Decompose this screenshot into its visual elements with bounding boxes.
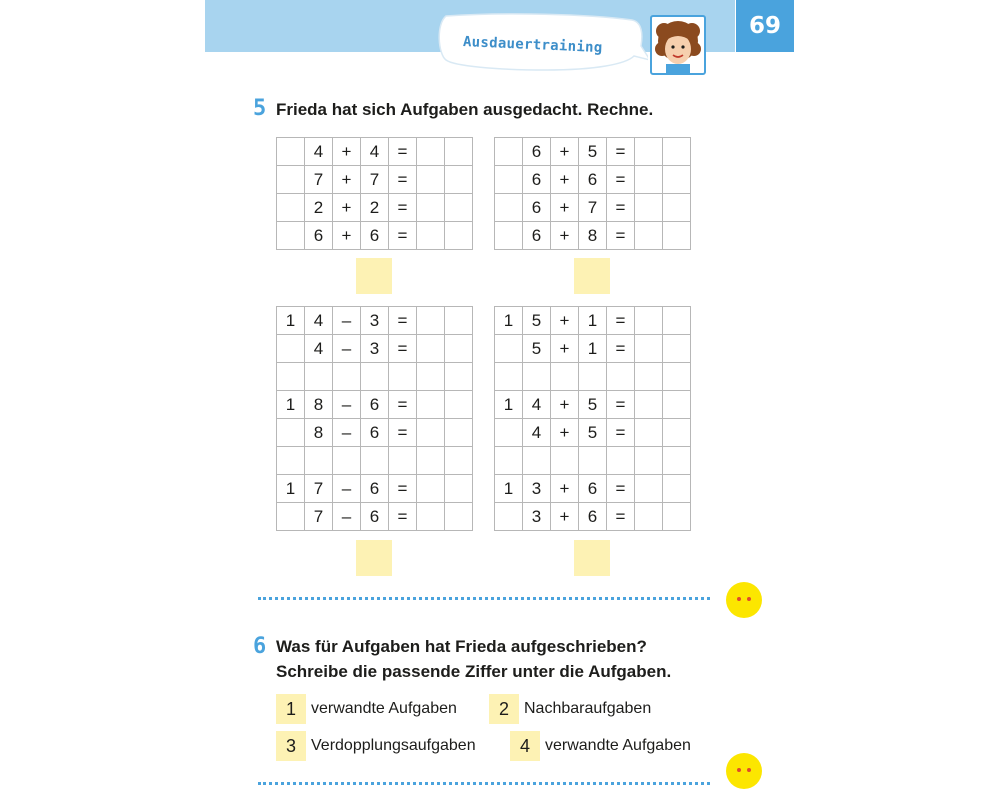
- grid-cell: +: [551, 307, 579, 335]
- grid-cell: 5: [523, 307, 551, 335]
- grid-cell: [607, 447, 635, 475]
- grid-row: [277, 363, 473, 391]
- grid-cell: =: [607, 335, 635, 363]
- grid-cell: 5: [523, 335, 551, 363]
- grid-cell: =: [607, 307, 635, 335]
- answer-cell[interactable]: [445, 166, 473, 194]
- task-6-instruction-line1: Was für Aufgaben hat Frieda aufgeschrieben?: [276, 637, 647, 656]
- answer-cell[interactable]: [445, 503, 473, 531]
- grid-cell: [277, 363, 305, 391]
- grid-cell: 5: [579, 138, 607, 166]
- grid-cell: [361, 363, 389, 391]
- answer-cell[interactable]: [635, 391, 663, 419]
- grid-cell: [277, 419, 305, 447]
- grid-cell: 6: [523, 166, 551, 194]
- grid-cell: 6: [361, 475, 389, 503]
- answer-box[interactable]: [356, 258, 392, 294]
- answer-cell[interactable]: [635, 166, 663, 194]
- grid-cell: [579, 363, 607, 391]
- option-number: 3: [276, 731, 306, 761]
- grid-cell: 6: [305, 222, 333, 250]
- girl-face-icon: [652, 17, 704, 73]
- task-6-number: 6: [253, 634, 267, 659]
- grid-row: [277, 447, 473, 475]
- grid-cell: [523, 363, 551, 391]
- grid-cell: 1: [579, 335, 607, 363]
- grid-cell: +: [551, 194, 579, 222]
- grid-row: [495, 391, 691, 419]
- grid-row: [277, 335, 473, 363]
- grid-cell: +: [551, 166, 579, 194]
- calc-grid-top-right: [494, 137, 691, 250]
- grid-cell: =: [389, 138, 417, 166]
- grid-cell: 3: [361, 335, 389, 363]
- grid-cell: –: [333, 335, 361, 363]
- answer-cell[interactable]: [445, 194, 473, 222]
- grid-cell: =: [389, 335, 417, 363]
- grid-cell: 7: [361, 166, 389, 194]
- grid-row: [495, 194, 691, 222]
- grid-cell: –: [333, 391, 361, 419]
- grid-cell: [495, 166, 523, 194]
- grid-cell: =: [389, 503, 417, 531]
- grid-cell: =: [389, 166, 417, 194]
- answer-cell[interactable]: [445, 363, 473, 391]
- answer-cell[interactable]: [417, 391, 445, 419]
- grid-cell: =: [389, 475, 417, 503]
- frieda-portrait: [650, 15, 706, 75]
- grid-row: [277, 194, 473, 222]
- option-label: verwandte Aufgaben: [311, 700, 457, 717]
- grid-cell: [579, 447, 607, 475]
- grid-cell: [389, 363, 417, 391]
- grid-cell: 3: [361, 307, 389, 335]
- grid-cell: [333, 363, 361, 391]
- grid-row: [495, 419, 691, 447]
- grid-cell: 3: [523, 503, 551, 531]
- answer-cell[interactable]: [635, 194, 663, 222]
- grid-cell: 8: [579, 222, 607, 250]
- answer-cell[interactable]: [663, 194, 691, 222]
- grid-cell: [495, 222, 523, 250]
- dotted-divider: [258, 597, 710, 600]
- grid-row: [495, 363, 691, 391]
- grid-row: [277, 307, 473, 335]
- grid-cell: [277, 194, 305, 222]
- grid-cell: –: [333, 503, 361, 531]
- grid-cell: [361, 447, 389, 475]
- grid-cell: 6: [523, 138, 551, 166]
- grid-cell: +: [333, 222, 361, 250]
- option-number: 4: [510, 731, 540, 761]
- answer-cell[interactable]: [417, 307, 445, 335]
- answer-cell[interactable]: [635, 363, 663, 391]
- grid-cell: =: [389, 419, 417, 447]
- grid-cell: [277, 222, 305, 250]
- grid-row: [495, 447, 691, 475]
- smiley-icon[interactable]: [726, 582, 762, 618]
- grid-cell: [277, 503, 305, 531]
- grid-cell: =: [607, 166, 635, 194]
- grid-row: [277, 138, 473, 166]
- smiley-icon[interactable]: [726, 753, 762, 789]
- answer-cell[interactable]: [445, 419, 473, 447]
- answer-cell[interactable]: [663, 391, 691, 419]
- grid-cell: +: [551, 419, 579, 447]
- grid-cell: 6: [361, 391, 389, 419]
- option-number: 2: [489, 694, 519, 724]
- grid-cell: 1: [495, 307, 523, 335]
- grid-cell: =: [607, 194, 635, 222]
- grid-cell: [551, 447, 579, 475]
- answer-cell[interactable]: [417, 419, 445, 447]
- grid-cell: 1: [579, 307, 607, 335]
- grid-cell: +: [333, 194, 361, 222]
- grid-cell: [495, 138, 523, 166]
- grid-cell: [495, 419, 523, 447]
- answer-cell[interactable]: [663, 503, 691, 531]
- answer-cell[interactable]: [417, 363, 445, 391]
- answer-cell[interactable]: [635, 335, 663, 363]
- answer-cell[interactable]: [417, 194, 445, 222]
- answer-cell[interactable]: [417, 447, 445, 475]
- answer-cell[interactable]: [445, 138, 473, 166]
- grid-cell: 4: [305, 307, 333, 335]
- grid-cell: 2: [305, 194, 333, 222]
- grid-cell: 3: [523, 475, 551, 503]
- answer-cell[interactable]: [445, 475, 473, 503]
- grid-cell: 1: [277, 391, 305, 419]
- answer-cell[interactable]: [417, 222, 445, 250]
- grid-cell: [551, 363, 579, 391]
- grid-row: [495, 222, 691, 250]
- answer-cell[interactable]: [663, 222, 691, 250]
- grid-row: [277, 222, 473, 250]
- task-5-instruction: Frieda hat sich Aufgaben ausgedacht. Rechne.: [276, 100, 654, 119]
- answer-cell[interactable]: [663, 419, 691, 447]
- answer-cell[interactable]: [445, 391, 473, 419]
- grid-cell: [389, 447, 417, 475]
- grid-cell: =: [607, 503, 635, 531]
- grid-cell: [277, 335, 305, 363]
- grid-cell: 4: [523, 419, 551, 447]
- grid-cell: =: [607, 222, 635, 250]
- option-label: verwandte Aufgaben: [545, 737, 691, 754]
- answer-cell[interactable]: [663, 335, 691, 363]
- answer-cell[interactable]: [663, 447, 691, 475]
- grid-cell: 5: [579, 391, 607, 419]
- grid-row: [495, 166, 691, 194]
- grid-cell: [333, 447, 361, 475]
- calc-grid-bottom-right: [494, 306, 691, 531]
- grid-cell: =: [607, 391, 635, 419]
- grid-cell: 7: [305, 166, 333, 194]
- grid-row: [495, 335, 691, 363]
- grid-cell: 1: [495, 391, 523, 419]
- answer-box[interactable]: [356, 540, 392, 576]
- grid-row: [277, 166, 473, 194]
- option-number: 1: [276, 694, 306, 724]
- grid-row: [277, 475, 473, 503]
- grid-cell: [523, 447, 551, 475]
- grid-cell: 1: [277, 475, 305, 503]
- grid-cell: [277, 166, 305, 194]
- answer-cell[interactable]: [663, 475, 691, 503]
- answer-cell[interactable]: [663, 138, 691, 166]
- grid-cell: 5: [579, 419, 607, 447]
- grid-cell: 1: [495, 475, 523, 503]
- smiley-eye: [747, 597, 751, 601]
- grid-cell: 4: [523, 391, 551, 419]
- grid-cell: +: [551, 391, 579, 419]
- grid-cell: 6: [579, 475, 607, 503]
- grid-cell: +: [551, 335, 579, 363]
- grid-cell: [495, 194, 523, 222]
- grid-cell: 7: [579, 194, 607, 222]
- grid-row: [277, 503, 473, 531]
- answer-cell[interactable]: [417, 475, 445, 503]
- grid-cell: 4: [305, 335, 333, 363]
- task-6-instruction-line2: Schreibe die passende Ziffer unter die Aufgaben.: [276, 662, 672, 681]
- grid-cell: –: [333, 419, 361, 447]
- grid-cell: 4: [305, 138, 333, 166]
- grid-row: [495, 503, 691, 531]
- grid-cell: 6: [579, 503, 607, 531]
- grid-cell: 4: [361, 138, 389, 166]
- grid-cell: [305, 447, 333, 475]
- grid-cell: 8: [305, 391, 333, 419]
- grid-cell: +: [551, 222, 579, 250]
- answer-cell[interactable]: [417, 335, 445, 363]
- grid-cell: [495, 447, 523, 475]
- grid-cell: 6: [523, 222, 551, 250]
- grid-cell: 6: [361, 222, 389, 250]
- grid-cell: 6: [361, 503, 389, 531]
- page-number: 69: [736, 0, 794, 52]
- answer-cell[interactable]: [663, 363, 691, 391]
- grid-cell: [305, 363, 333, 391]
- grid-cell: =: [607, 475, 635, 503]
- grid-cell: [607, 363, 635, 391]
- smiley-eye: [737, 597, 741, 601]
- grid-cell: 1: [277, 307, 305, 335]
- grid-cell: +: [551, 503, 579, 531]
- grid-cell: +: [333, 138, 361, 166]
- grid-cell: 6: [579, 166, 607, 194]
- answer-box[interactable]: [574, 540, 610, 576]
- grid-cell: =: [389, 194, 417, 222]
- answer-cell[interactable]: [417, 503, 445, 531]
- grid-cell: –: [333, 475, 361, 503]
- grid-cell: +: [551, 138, 579, 166]
- answer-cell[interactable]: [445, 222, 473, 250]
- answer-cell[interactable]: [445, 307, 473, 335]
- calc-grid-bottom-left: [276, 306, 473, 531]
- grid-row: [495, 307, 691, 335]
- answer-cell[interactable]: [635, 447, 663, 475]
- grid-cell: =: [389, 222, 417, 250]
- grid-row: [495, 138, 691, 166]
- grid-row: [495, 475, 691, 503]
- grid-cell: 7: [305, 475, 333, 503]
- section-label: Ausdauertraining: [462, 34, 603, 57]
- calc-grid-top-left: [276, 137, 473, 250]
- option-label: Nachbaraufgaben: [524, 700, 652, 717]
- grid-row: [277, 419, 473, 447]
- grid-cell: =: [389, 307, 417, 335]
- smiley-eye: [737, 768, 741, 772]
- smiley-eye: [747, 768, 751, 772]
- answer-cell[interactable]: [417, 138, 445, 166]
- answer-cell[interactable]: [635, 307, 663, 335]
- answer-box[interactable]: [574, 258, 610, 294]
- grid-cell: 8: [305, 419, 333, 447]
- task-5-number: 5: [253, 96, 267, 121]
- answer-cell[interactable]: [663, 166, 691, 194]
- grid-cell: 2: [361, 194, 389, 222]
- answer-cell[interactable]: [445, 335, 473, 363]
- grid-cell: [495, 335, 523, 363]
- answer-cell[interactable]: [635, 138, 663, 166]
- dotted-divider: [258, 782, 710, 785]
- grid-cell: [277, 447, 305, 475]
- grid-cell: [277, 138, 305, 166]
- answer-cell[interactable]: [445, 447, 473, 475]
- grid-cell: [495, 503, 523, 531]
- grid-cell: +: [551, 475, 579, 503]
- grid-row: [277, 391, 473, 419]
- grid-cell: =: [607, 419, 635, 447]
- grid-cell: =: [389, 391, 417, 419]
- answer-cell[interactable]: [635, 503, 663, 531]
- grid-cell: +: [333, 166, 361, 194]
- grid-cell: =: [607, 138, 635, 166]
- grid-cell: –: [333, 307, 361, 335]
- grid-cell: 6: [361, 419, 389, 447]
- answer-cell[interactable]: [417, 166, 445, 194]
- grid-cell: 7: [305, 503, 333, 531]
- grid-cell: [495, 363, 523, 391]
- grid-cell: 6: [523, 194, 551, 222]
- answer-cell[interactable]: [635, 222, 663, 250]
- answer-cell[interactable]: [635, 475, 663, 503]
- answer-cell[interactable]: [663, 307, 691, 335]
- option-label: Verdopplungsaufgaben: [311, 737, 476, 754]
- answer-cell[interactable]: [635, 419, 663, 447]
